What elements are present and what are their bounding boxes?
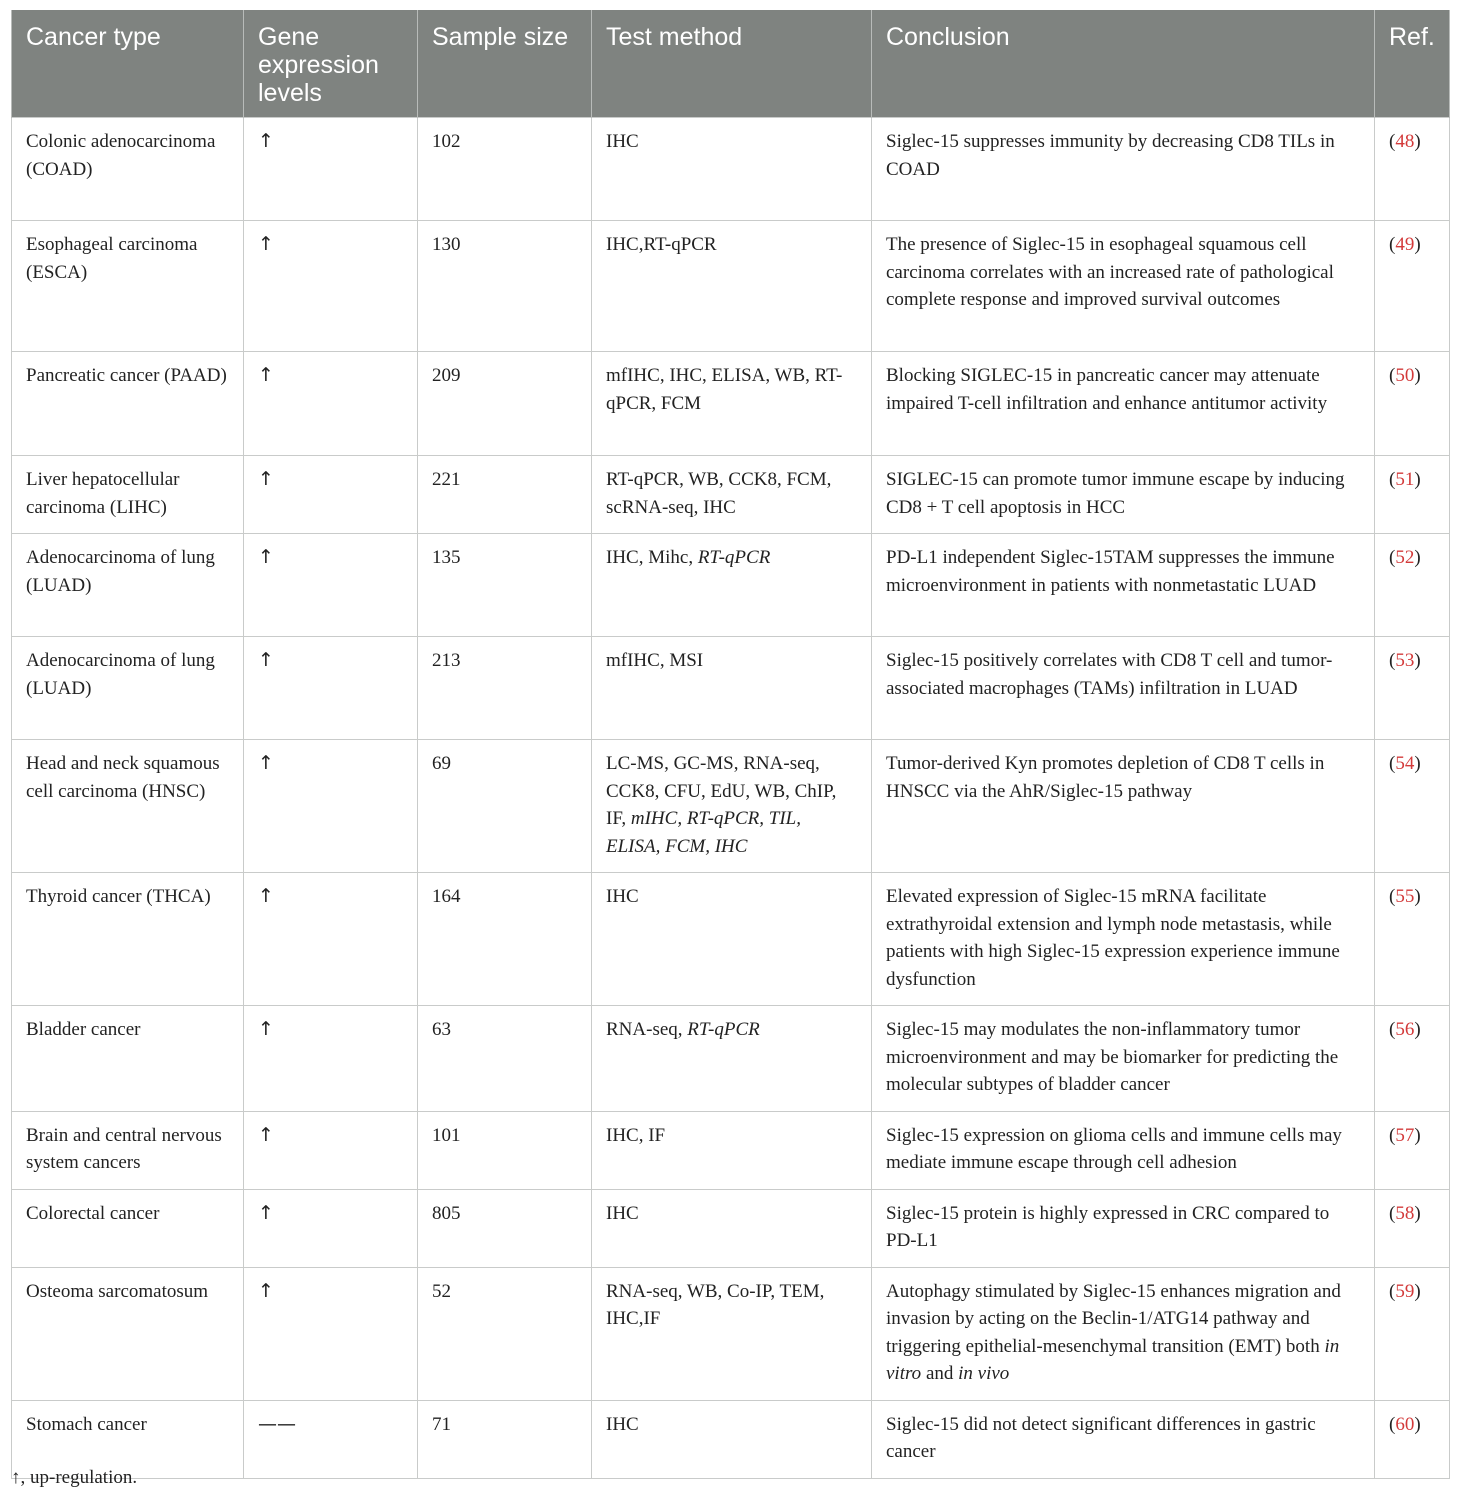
- conclusion-italic: in vitro: [886, 1335, 1340, 1384]
- cell-ref: [1375, 637, 1450, 740]
- ref-close-paren: ): [1414, 1202, 1421, 1224]
- cell-test-method: [592, 1189, 872, 1267]
- ref-link[interactable]: 60: [1395, 1413, 1415, 1435]
- cell-ref: [1375, 534, 1450, 637]
- table-row: [12, 1267, 1450, 1400]
- cell-conclusion: [872, 740, 1375, 873]
- conclusion-text: Autophagy stimulated by Siglec-15 enhances migration and invasion by acting on the Beclin-1/ATG14 pathway and triggering epithelial-mesenchymal transition (EMT) both: [886, 1280, 1341, 1357]
- table-row: [12, 352, 1450, 456]
- cell-test-method: [592, 352, 872, 456]
- ref-close-paren: ): [1414, 131, 1421, 152]
- conclusion-text: Siglec-15 positively correlates with CD8 T cell and tumor-associated macrophages (TAMs) infiltration in LUAD: [886, 650, 1333, 699]
- ref-open-paren: (: [1389, 131, 1396, 152]
- ref-link[interactable]: 50: [1395, 365, 1415, 386]
- cell-sample-size: 101: [418, 1111, 592, 1189]
- cell-conclusion: [872, 534, 1375, 637]
- cell-sample-size: 164: [418, 873, 592, 1006]
- cell-ref: [1375, 1267, 1450, 1400]
- cell-ref: [1375, 1006, 1450, 1112]
- cell-test-method: [592, 456, 872, 534]
- cell-cancer-type: Thyroid cancer (THCA): [12, 873, 244, 1006]
- ref-link[interactable]: 58: [1395, 1202, 1415, 1224]
- method-text: RNA-seq, WB, Co-IP, TEM, IHC,IF: [606, 1280, 825, 1329]
- method-text: IHC,RT-qPCR: [606, 234, 717, 255]
- method-text: RNA-seq,: [606, 1019, 688, 1040]
- ref-open-paren: (: [1389, 234, 1396, 255]
- cell-gene-expression: ↑: [244, 1189, 418, 1267]
- method-text: mfIHC, MSI: [606, 650, 704, 671]
- ref-open-paren: (: [1389, 1202, 1396, 1224]
- conclusion-text: Siglec-15 protein is highly expressed in CRC compared to PD-L1: [886, 1202, 1330, 1251]
- cell-conclusion: [872, 1400, 1375, 1478]
- table-container: [11, 10, 1449, 1479]
- conclusion-text: and: [921, 1363, 959, 1384]
- cell-conclusion: [872, 637, 1375, 740]
- cell-conclusion: [872, 352, 1375, 456]
- conclusion-text: The presence of Siglec-15 in esophageal squamous cell carcinoma correlates with an increased rate of pathological complete response and improved survival outcomes: [886, 234, 1334, 310]
- ref-close-paren: ): [1414, 547, 1421, 568]
- ref-link[interactable]: 48: [1395, 131, 1415, 152]
- ref-link[interactable]: 53: [1395, 650, 1415, 671]
- header-cancer-type: Cancer type: [12, 10, 244, 118]
- cell-sample-size: 805: [418, 1189, 592, 1267]
- cell-conclusion: [872, 118, 1375, 221]
- cell-test-method: [592, 1006, 872, 1112]
- cell-gene-expression: ↑: [244, 1267, 418, 1400]
- cell-test-method: [592, 637, 872, 740]
- table-row: [12, 637, 1450, 740]
- header-ref: Ref.: [1375, 10, 1450, 118]
- ref-close-paren: ): [1414, 886, 1421, 907]
- ref-link[interactable]: 54: [1395, 753, 1415, 774]
- cell-gene-expression: ↑: [244, 637, 418, 740]
- cell-cancer-type: Colonic adenocarcinoma (COAD): [12, 118, 244, 221]
- table-row: [12, 1189, 1450, 1267]
- header-conclusion: Conclusion: [872, 10, 1375, 118]
- ref-open-paren: (: [1389, 650, 1396, 671]
- conclusion-text: PD-L1 independent Siglec-15TAM suppresses the immune microenvironment in patients with nonmetastatic LUAD: [886, 547, 1335, 596]
- method-text-italic: RT-qPCR: [697, 547, 771, 568]
- ref-close-paren: ): [1414, 1124, 1421, 1146]
- ref-link[interactable]: 56: [1395, 1019, 1415, 1040]
- cell-test-method: [592, 221, 872, 352]
- cell-ref: [1375, 1111, 1450, 1189]
- ref-close-paren: ): [1414, 650, 1421, 671]
- method-text: IHC: [606, 131, 639, 152]
- cell-cancer-type: Stomach cancer: [12, 1400, 244, 1478]
- cell-gene-expression: ↑: [244, 740, 418, 873]
- ref-open-paren: (: [1389, 1413, 1396, 1435]
- table-row: [12, 534, 1450, 637]
- cell-test-method: [592, 873, 872, 1006]
- method-text-italic: RT-qPCR: [687, 1019, 760, 1040]
- ref-link[interactable]: 57: [1395, 1124, 1415, 1146]
- cell-sample-size: 71: [418, 1400, 592, 1478]
- table-row: [12, 1111, 1450, 1189]
- cell-test-method: [592, 118, 872, 221]
- table-row: [12, 1006, 1450, 1112]
- ref-link[interactable]: 55: [1395, 886, 1415, 907]
- cell-cancer-type: Bladder cancer: [12, 1006, 244, 1112]
- cell-conclusion: [872, 1006, 1375, 1112]
- cell-sample-size: 213: [418, 637, 592, 740]
- cell-conclusion: [872, 1267, 1375, 1400]
- cell-conclusion: [872, 1111, 1375, 1189]
- cell-gene-expression: ↑: [244, 873, 418, 1006]
- cell-gene-expression: ↑: [244, 118, 418, 221]
- header-row: [12, 10, 1450, 118]
- ref-close-paren: ): [1414, 753, 1421, 774]
- method-text: LC-MS, GC-MS, RNA-seq, CCK8, CFU, EdU, WB, ChIP, IF,: [606, 753, 837, 829]
- method-text: IHC: [606, 886, 639, 907]
- cell-test-method: [592, 1111, 872, 1189]
- cell-gene-expression: ↑: [244, 456, 418, 534]
- data-table: [11, 10, 1450, 1479]
- cell-cancer-type: Liver hepatocellular carcinoma (LIHC): [12, 456, 244, 534]
- conclusion-italic: in vivo: [958, 1363, 1010, 1384]
- cell-sample-size: 63: [418, 1006, 592, 1112]
- cell-cancer-type: Adenocarcinoma of lung (LUAD): [12, 637, 244, 740]
- conclusion-text: Blocking SIGLEC-15 in pancreatic cancer may attenuate impaired T-cell infiltration and enhance antitumor activity: [886, 365, 1328, 414]
- ref-close-paren: ): [1414, 469, 1421, 490]
- cell-sample-size: 130: [418, 221, 592, 352]
- cell-sample-size: 221: [418, 456, 592, 534]
- cell-sample-size: 102: [418, 118, 592, 221]
- cell-gene-expression: ↑: [244, 221, 418, 352]
- footnote: ↑, up-regulation.: [11, 1467, 138, 1488]
- ref-open-paren: (: [1389, 886, 1396, 907]
- ref-open-paren: (: [1389, 547, 1396, 568]
- cell-cancer-type: Brain and central nervous system cancers: [12, 1111, 244, 1189]
- ref-close-paren: ): [1414, 234, 1421, 255]
- cell-test-method: [592, 740, 872, 873]
- conclusion-text: Siglec-15 suppresses immunity by decreasing CD8 TILs in COAD: [886, 131, 1335, 180]
- cell-cancer-type: Colorectal cancer: [12, 1189, 244, 1267]
- table-row: [12, 118, 1450, 221]
- cell-ref: [1375, 1400, 1450, 1478]
- cell-gene-expression: ↑: [244, 1006, 418, 1112]
- method-text: RT-qPCR, WB, CCK8, FCM, scRNA-seq, IHC: [606, 469, 832, 518]
- table-row: [12, 456, 1450, 534]
- header-sample-size: Sample size: [418, 10, 592, 118]
- table-row: [12, 221, 1450, 352]
- cell-test-method: [592, 1267, 872, 1400]
- cell-ref: [1375, 1189, 1450, 1267]
- cell-test-method: [592, 534, 872, 637]
- ref-close-paren: ): [1414, 1280, 1421, 1302]
- cell-ref: [1375, 740, 1450, 873]
- cell-ref: [1375, 352, 1450, 456]
- table-row: [12, 873, 1450, 1006]
- conclusion-text: SIGLEC-15 can promote tumor immune escape by inducing CD8 + T cell apoptosis in HCC: [886, 469, 1345, 518]
- table-row: [12, 740, 1450, 873]
- ref-link[interactable]: 51: [1395, 469, 1415, 490]
- cell-ref: [1375, 221, 1450, 352]
- method-text: IHC, IF: [606, 1124, 666, 1146]
- cell-conclusion: [872, 1189, 1375, 1267]
- cell-cancer-type: Osteoma sarcomatosum: [12, 1267, 244, 1400]
- method-text: mfIHC, IHC, ELISA, WB, RT-qPCR, FCM: [606, 365, 843, 414]
- cell-ref: [1375, 456, 1450, 534]
- conclusion-text: Siglec-15 expression on glioma cells and immune cells may mediate immune escape through cell adhesion: [886, 1124, 1342, 1173]
- cell-sample-size: 69: [418, 740, 592, 873]
- ref-open-paren: (: [1389, 365, 1396, 386]
- cell-cancer-type: Esophageal carcinoma (ESCA): [12, 221, 244, 352]
- cell-gene-expression: ↑: [244, 534, 418, 637]
- cell-conclusion: [872, 456, 1375, 534]
- ref-close-paren: ): [1414, 1019, 1421, 1040]
- method-text-italic: mIHC, RT-qPCR, TIL, ELISA, FCM, IHC: [606, 808, 802, 857]
- ref-close-paren: ): [1414, 1413, 1421, 1435]
- method-text: IHC, Mihc,: [606, 547, 698, 568]
- conclusion-text: Elevated expression of Siglec-15 mRNA facilitate extrathyroidal extension and lymph node metastasis, while patients with high Siglec-15 expression experience immune dysfunction: [886, 886, 1340, 990]
- conclusion-text: Siglec-15 may modulates the non-inflammatory tumor microenvironment and may be biomarker for predicting the molecular subtypes of bladder cancer: [886, 1019, 1339, 1095]
- ref-open-paren: (: [1389, 1280, 1396, 1302]
- cell-cancer-type: Head and neck squamous cell carcinoma (HNSC): [12, 740, 244, 873]
- ref-open-paren: (: [1389, 469, 1396, 490]
- cell-cancer-type: Adenocarcinoma of lung (LUAD): [12, 534, 244, 637]
- conclusion-text: Siglec-15 did not detect significant differences in gastric cancer: [886, 1413, 1316, 1462]
- ref-link[interactable]: 59: [1395, 1280, 1415, 1302]
- method-text: IHC: [606, 1413, 639, 1435]
- cell-gene-expression: ↑: [244, 352, 418, 456]
- ref-open-paren: (: [1389, 753, 1396, 774]
- cell-gene-expression: ↑: [244, 1111, 418, 1189]
- cell-sample-size: 209: [418, 352, 592, 456]
- ref-open-paren: (: [1389, 1019, 1396, 1040]
- cell-test-method: [592, 1400, 872, 1478]
- ref-open-paren: (: [1389, 1124, 1396, 1146]
- cell-conclusion: [872, 873, 1375, 1006]
- conclusion-text: Tumor-derived Kyn promotes depletion of CD8 T cells in HNSCC via the AhR/Siglec-15 pathway: [886, 753, 1325, 802]
- method-text: IHC: [606, 1202, 639, 1224]
- cell-sample-size: 52: [418, 1267, 592, 1400]
- cell-gene-expression: ——: [244, 1400, 418, 1478]
- header-gene-expression: Gene expression levels: [244, 10, 418, 118]
- cell-sample-size: 135: [418, 534, 592, 637]
- cell-ref: [1375, 873, 1450, 1006]
- ref-link[interactable]: 49: [1395, 234, 1415, 255]
- ref-link[interactable]: 52: [1395, 547, 1415, 568]
- cell-conclusion: [872, 221, 1375, 352]
- cell-cancer-type: Pancreatic cancer (PAAD): [12, 352, 244, 456]
- header-test-method: Test method: [592, 10, 872, 118]
- table-row: [12, 1400, 1450, 1478]
- ref-close-paren: ): [1414, 365, 1421, 386]
- cell-ref: [1375, 118, 1450, 221]
